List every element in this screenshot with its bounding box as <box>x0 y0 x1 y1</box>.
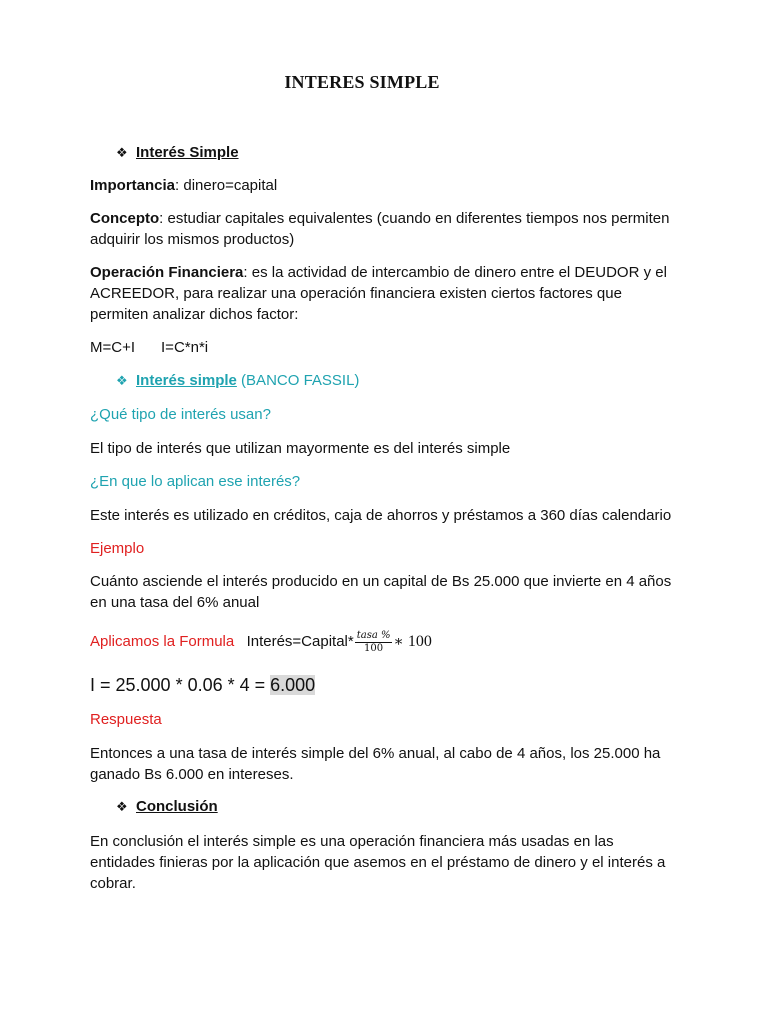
respuesta-paragraph <box>90 743 690 785</box>
diamond-bullet-icon: ❖ <box>116 373 128 388</box>
operacion-text-line-2: ACREEDOR, para realizar una operación financiera existen ciertos factores que <box>90 285 622 302</box>
concepto-paragraph <box>90 208 690 250</box>
operacion-text-line-1: : es la actividad de intercambio de dinero entre el DEUDOR y el <box>243 264 667 281</box>
fraction-numerator: tasa % <box>356 629 391 641</box>
concepto-text-line-1: : estudiar capitales equivalentes (cuando en diferentes tiempos nos permiten <box>159 210 670 227</box>
section-heading-conclusion <box>116 796 716 817</box>
section-heading-banco-fassil <box>116 370 716 391</box>
section-heading-interes-simple <box>116 142 716 163</box>
ejemplo-label: Ejemplo <box>90 540 145 557</box>
formula-text: Interés=Capital* <box>246 633 354 650</box>
respuesta-label: Respuesta <box>90 711 162 728</box>
section-heading-label: Interés Simple <box>136 144 239 161</box>
question-2: ¿En que lo aplican ese interés? <box>90 473 301 490</box>
tasa-fraction <box>355 630 393 655</box>
formulas-line <box>90 337 690 358</box>
document-title: INTERES SIMPLE <box>284 72 440 92</box>
respuesta-text-line-1: Entonces a una tasa de interés simple del 6% anual, al cabo de 4 años, los 25.000 ha <box>90 745 661 762</box>
section-heading-suffix: (BANCO FASSIL) <box>236 372 360 389</box>
operacion-text-line-3: permiten analizar dichos factor: <box>90 306 299 323</box>
calculation-text: I = 25.000 * 0.06 * 4 = <box>90 675 271 695</box>
formula-hundred: 100 <box>407 633 432 650</box>
answer-2: Este interés es utilizado en créditos, caja de ahorros y préstamos a 360 días calendario <box>90 507 672 524</box>
calculation-result: 6.000 <box>270 675 316 695</box>
conclusion-text-line-1: En conclusión el interés simple es una operación financiera más usadas en las <box>90 833 614 850</box>
aplicamos-label: Aplicamos la Formula <box>90 633 235 650</box>
conclusion-text-line-3: cobrar. <box>90 875 136 892</box>
question-1: ¿Qué tipo de interés usan? <box>90 406 271 423</box>
operacion-paragraph <box>90 262 690 325</box>
answer-1: El tipo de interés que utilizan mayormente es del interés simple <box>90 440 511 457</box>
section-heading-label: Interés simple <box>136 372 237 389</box>
importancia-paragraph <box>90 175 690 196</box>
concepto-text-line-2: adquirir los mismos productos) <box>90 231 295 248</box>
diamond-bullet-icon: ❖ <box>116 799 128 814</box>
formula-m: M=C+I <box>90 339 136 356</box>
section-heading-label: Conclusión <box>136 798 218 815</box>
respuesta-text-line-2: ganado Bs 6.000 en intereses. <box>90 766 294 783</box>
formula-i: I=C*n*i <box>161 339 209 356</box>
conclusion-text-line-2: entidades finieras por la aplicación que asemos en el préstamo de dinero y el interés a <box>90 854 666 871</box>
conclusion-paragraph <box>90 831 690 894</box>
importancia-label: Importancia <box>90 177 176 194</box>
ejemplo-text-line-2: en una tasa del 6% anual <box>90 594 260 611</box>
concepto-label: Concepto <box>90 210 160 227</box>
importancia-text: : dinero=capital <box>175 177 278 194</box>
formula-application-line <box>90 624 690 659</box>
fraction-denominator: 100 <box>364 642 384 654</box>
ejemplo-paragraph <box>90 571 690 613</box>
diamond-bullet-icon: ❖ <box>116 145 128 160</box>
calculation-line <box>90 672 690 698</box>
multiply-sign: ∗ <box>393 632 404 650</box>
ejemplo-text-line-1: Cuánto asciende el interés producido en un capital de Bs 25.000 que invierte en 4 años <box>90 573 672 590</box>
operacion-label: Operación Financiera <box>90 264 244 281</box>
